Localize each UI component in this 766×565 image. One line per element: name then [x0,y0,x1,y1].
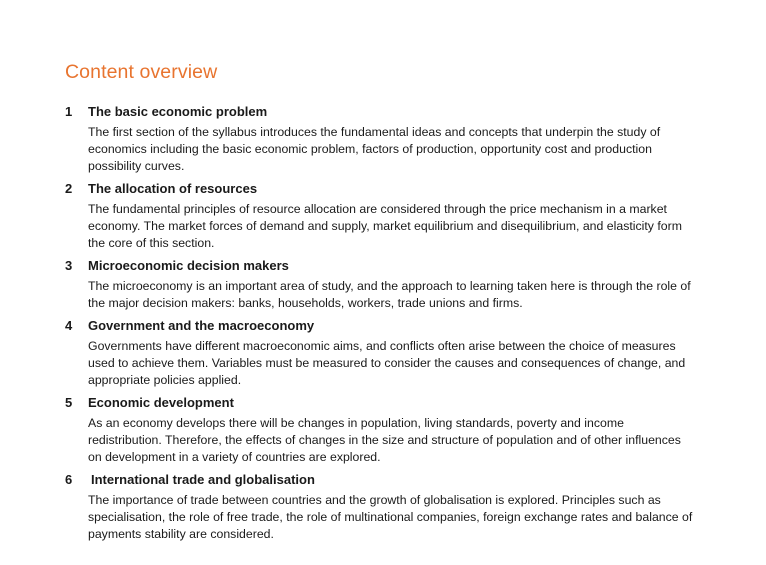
section-body [88,492,725,543]
section-heading [65,471,725,489]
section-body [88,338,725,389]
section-heading [65,317,725,335]
section-body [88,124,725,175]
body-line: Governments have different macroeconomic aims, and conflicts often arise between the choice of measures [88,339,676,353]
section-6 [65,471,725,543]
section-title: Microeconomic decision makers [88,258,289,273]
section-3 [65,257,725,312]
body-line: The fundamental principles of resource allocation are considered through the price mechanism in a market [88,202,667,216]
body-line: The first section of the syllabus introduces the fundamental ideas and concepts that underpin the study of [88,125,661,139]
section-body [88,278,725,312]
body-line: the core of this section. [88,236,215,250]
section-1 [65,103,725,175]
page-title: Content overview [65,61,218,83]
section-body [88,201,725,252]
section-number: 6 [65,472,73,487]
body-line: redistribution. Therefore, the effects of changes in the size and structure of population and of other influences [88,433,681,447]
body-line: economics including the basic economic problem, factors of production, opportunity cost and production [88,142,652,156]
section-5 [65,394,725,466]
section-title: International trade and globalisation [91,472,315,487]
body-line: appropriate policies applied. [88,373,242,387]
body-line: possibility curves. [88,159,185,173]
body-line: specialisation, the role of free trade, the role of multinational companies, foreign exchange rates and balance of [88,510,693,524]
body-line: on development in a variety of countries are explored. [88,450,381,464]
body-line: payments stability are considered. [88,527,274,541]
section-heading [65,180,725,198]
section-number: 1 [65,104,73,119]
body-line: The importance of trade between countries and the growth of globalisation is explored. Principles such as [88,493,661,507]
section-number: 4 [65,318,73,333]
section-title: Government and the macroeconomy [88,318,315,333]
section-body [88,415,725,466]
section-title: The basic economic problem [88,104,268,119]
body-line: The microeconomy is an important area of study, and the approach to learning taken here is through the role of [88,279,691,293]
section-title: The allocation of resources [88,181,258,196]
section-number: 3 [65,258,73,273]
body-line: used to achieve them. Variables must be measured to consider the causes and consequences of change, and [88,356,686,370]
body-line: the major decision makers: banks, households, workers, trade unions and firms. [88,296,523,310]
section-title: Economic development [88,395,234,410]
section-heading [65,103,725,121]
section-4 [65,317,725,389]
section-heading [65,394,725,412]
section-number: 2 [65,181,73,196]
body-line: economy. The market forces of demand and supply, market equilibrium and disequilibrium, and elasticity form [88,219,682,233]
section-number: 5 [65,395,73,410]
section-2 [65,180,725,252]
body-line: As an economy develops there will be changes in population, living standards, poverty and income [88,416,624,430]
section-heading [65,257,725,275]
